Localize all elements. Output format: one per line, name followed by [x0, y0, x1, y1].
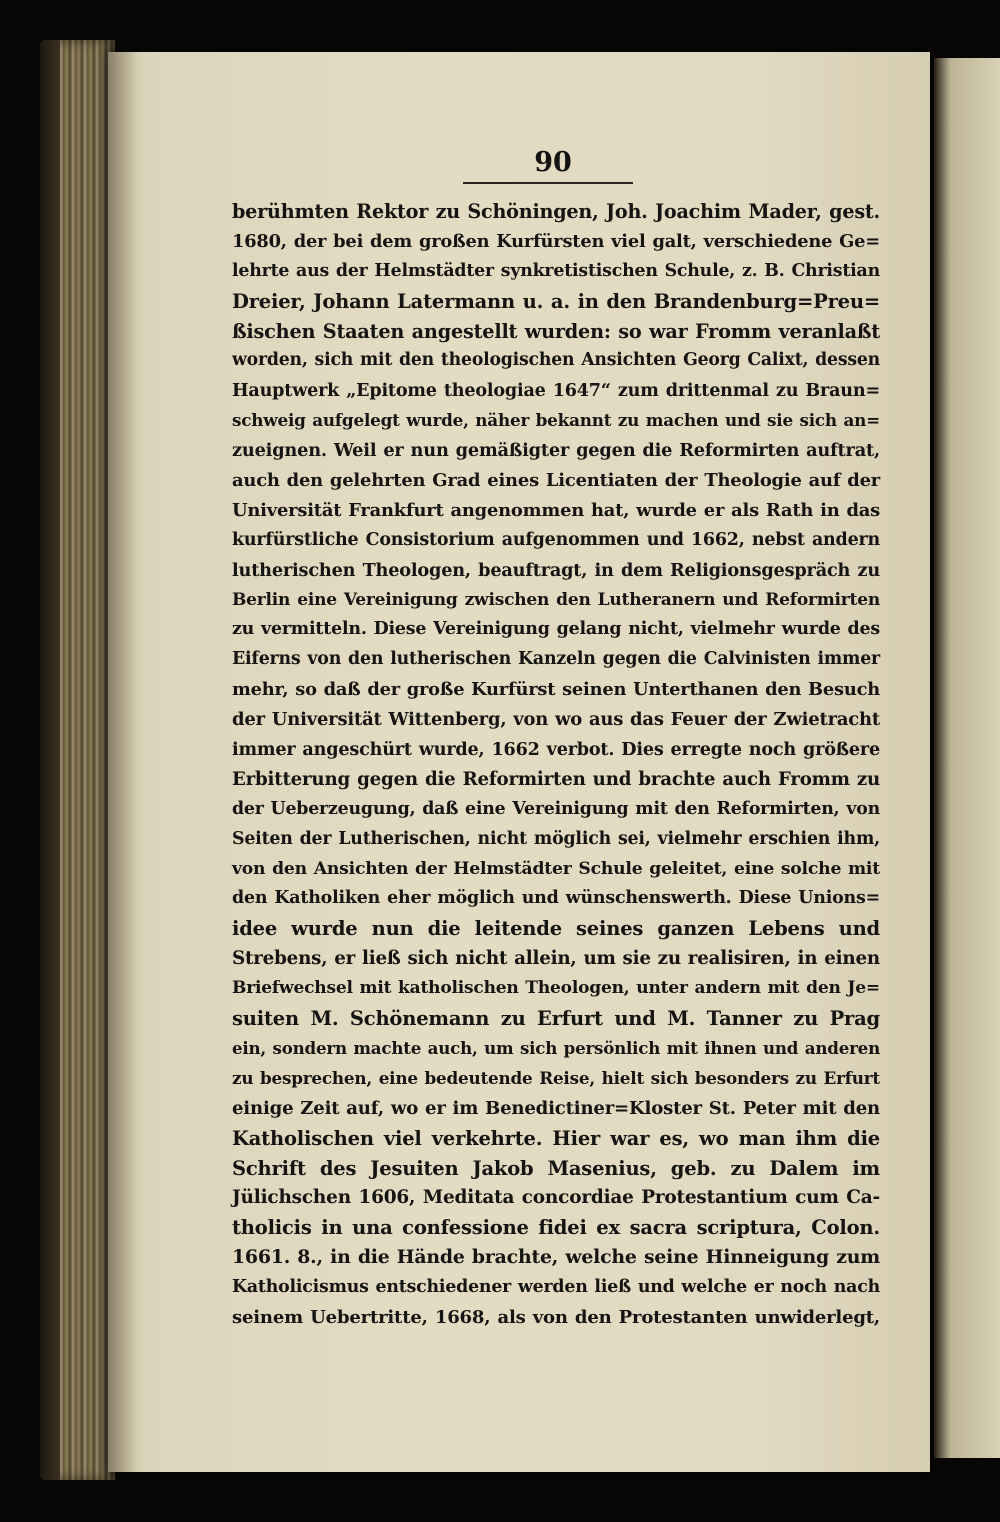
text-line: zu besprechen, eine bedeutende Reise, hielt sich besonders zu Erfurt: [232, 1067, 880, 1088]
text-line: einige Zeit auf, wo er im Benedictiner=Kloster St. Peter mit den: [232, 1097, 880, 1119]
text-line: Erbitterung gegen die Reformirten und brachte auch Fromm zu: [232, 768, 880, 790]
text-line: ßischen Staaten angestellt wurden: so war Fromm veranlaßt: [232, 319, 880, 343]
page-gutter-shadow: [108, 52, 138, 1472]
text-line: 1661. 8., in die Hände brachte, welche seine Hinneigung zum: [232, 1246, 880, 1269]
text-line: idee wurde nun die leitende seines ganzen Lebens und: [232, 917, 880, 941]
text-line: Strebens, er ließ sich nicht allein, um sie zu realisiren, in einen: [232, 948, 880, 970]
text-line: Katholischen viel verkehrte. Hier war es, wo man ihm die: [232, 1126, 880, 1150]
text-line: seinem Uebertritte, 1668, als von den Protestanten unwiderlegt,: [232, 1306, 880, 1328]
text-line: auch den gelehrten Grad eines Licentiaten der Theologie auf der: [232, 470, 880, 492]
text-line: Briefwechsel mit katholischen Theologen, unter andern mit den Je=: [232, 978, 880, 999]
text-line: zueignen. Weil er nun gemäßigter gegen die Reformirten auftrat,: [232, 440, 880, 462]
header-rule: [463, 182, 633, 184]
text-line: Seiten der Lutherischen, nicht möglich sei, vielmehr erschien ihm,: [232, 828, 880, 849]
book-cover-edge: [40, 40, 60, 1480]
text-line: mehr, so daß der große Kurfürst seinen Unterthanen den Besuch: [232, 679, 880, 701]
text-line: lutherischen Theologen, beauftragt, in dem Religionsgespräch zu: [232, 559, 880, 581]
page-number: 90: [534, 147, 572, 178]
text-line: von den Ansichten der Helmstädter Schule geleitet, eine solche mit: [232, 858, 880, 879]
text-line: tholicis in una confessione fidei ex sacra scriptura, Colon.: [232, 1216, 880, 1240]
text-line: Berlin eine Vereinigung zwischen den Lutheranern und Reformirten: [232, 589, 880, 610]
text-line: den Katholiken eher möglich und wünschenswerth. Diese Unions=: [232, 888, 880, 909]
text-line: der Ueberzeugung, daß eine Vereinigung mit den Reformirten, von: [232, 798, 880, 819]
book-page: [108, 52, 930, 1472]
text-line: Hauptwerk „Epitome theologiae 1647“ zum drittenmal zu Braun=: [232, 380, 880, 402]
body-text: [232, 197, 880, 1333]
text-line: Jülichschen 1606, Meditata concordiae Protestantium cum Ca-: [232, 1187, 880, 1209]
text-line: 1680, der bei dem großen Kurfürsten viel galt, verschiedene Ge=: [232, 230, 880, 252]
text-line: ein, sondern machte auch, um sich persönlich mit ihnen und anderen: [232, 1037, 880, 1058]
facing-page-edge: [934, 58, 1000, 1458]
text-line: worden, sich mit den theologischen Ansichten Georg Calixt, dessen: [232, 350, 880, 371]
text-line: lehrte aus der Helmstädter synkretistischen Schule, z. B. Christian: [232, 260, 880, 281]
text-line: Dreier, Johann Latermann u. a. in den Brandenburg=Preu=: [232, 289, 880, 313]
text-line: berühmten Rektor zu Schöningen, Joh. Joachim Mader, gest.: [232, 200, 880, 223]
text-line: der Universität Wittenberg, von wo aus das Feuer der Zwietracht: [232, 709, 880, 731]
text-line: zu vermitteln. Diese Vereinigung gelang nicht, vielmehr wurde des: [232, 619, 880, 640]
text-line: schweig aufgelegt wurde, näher bekannt zu machen und sie sich an=: [232, 410, 880, 431]
text-line: Schrift des Jesuiten Jakob Masenius, geb. zu Dalem im: [232, 1156, 880, 1180]
text-line: Katholicismus entschiedener werden ließ und welche er noch nach: [232, 1277, 880, 1298]
text-line: Eiferns von den lutherischen Kanzeln gegen die Calvinisten immer: [232, 649, 880, 670]
text-line: Universität Frankfurt angenommen hat, wurde er als Rath in das: [232, 499, 880, 521]
text-line: immer angeschürt wurde, 1662 verbot. Dies erregte noch größere: [232, 739, 880, 761]
text-line: suiten M. Schönemann zu Erfurt und M. Tanner zu Prag: [232, 1007, 880, 1031]
text-line: kurfürstliche Consistorium aufgenommen und 1662, nebst andern: [232, 529, 880, 550]
